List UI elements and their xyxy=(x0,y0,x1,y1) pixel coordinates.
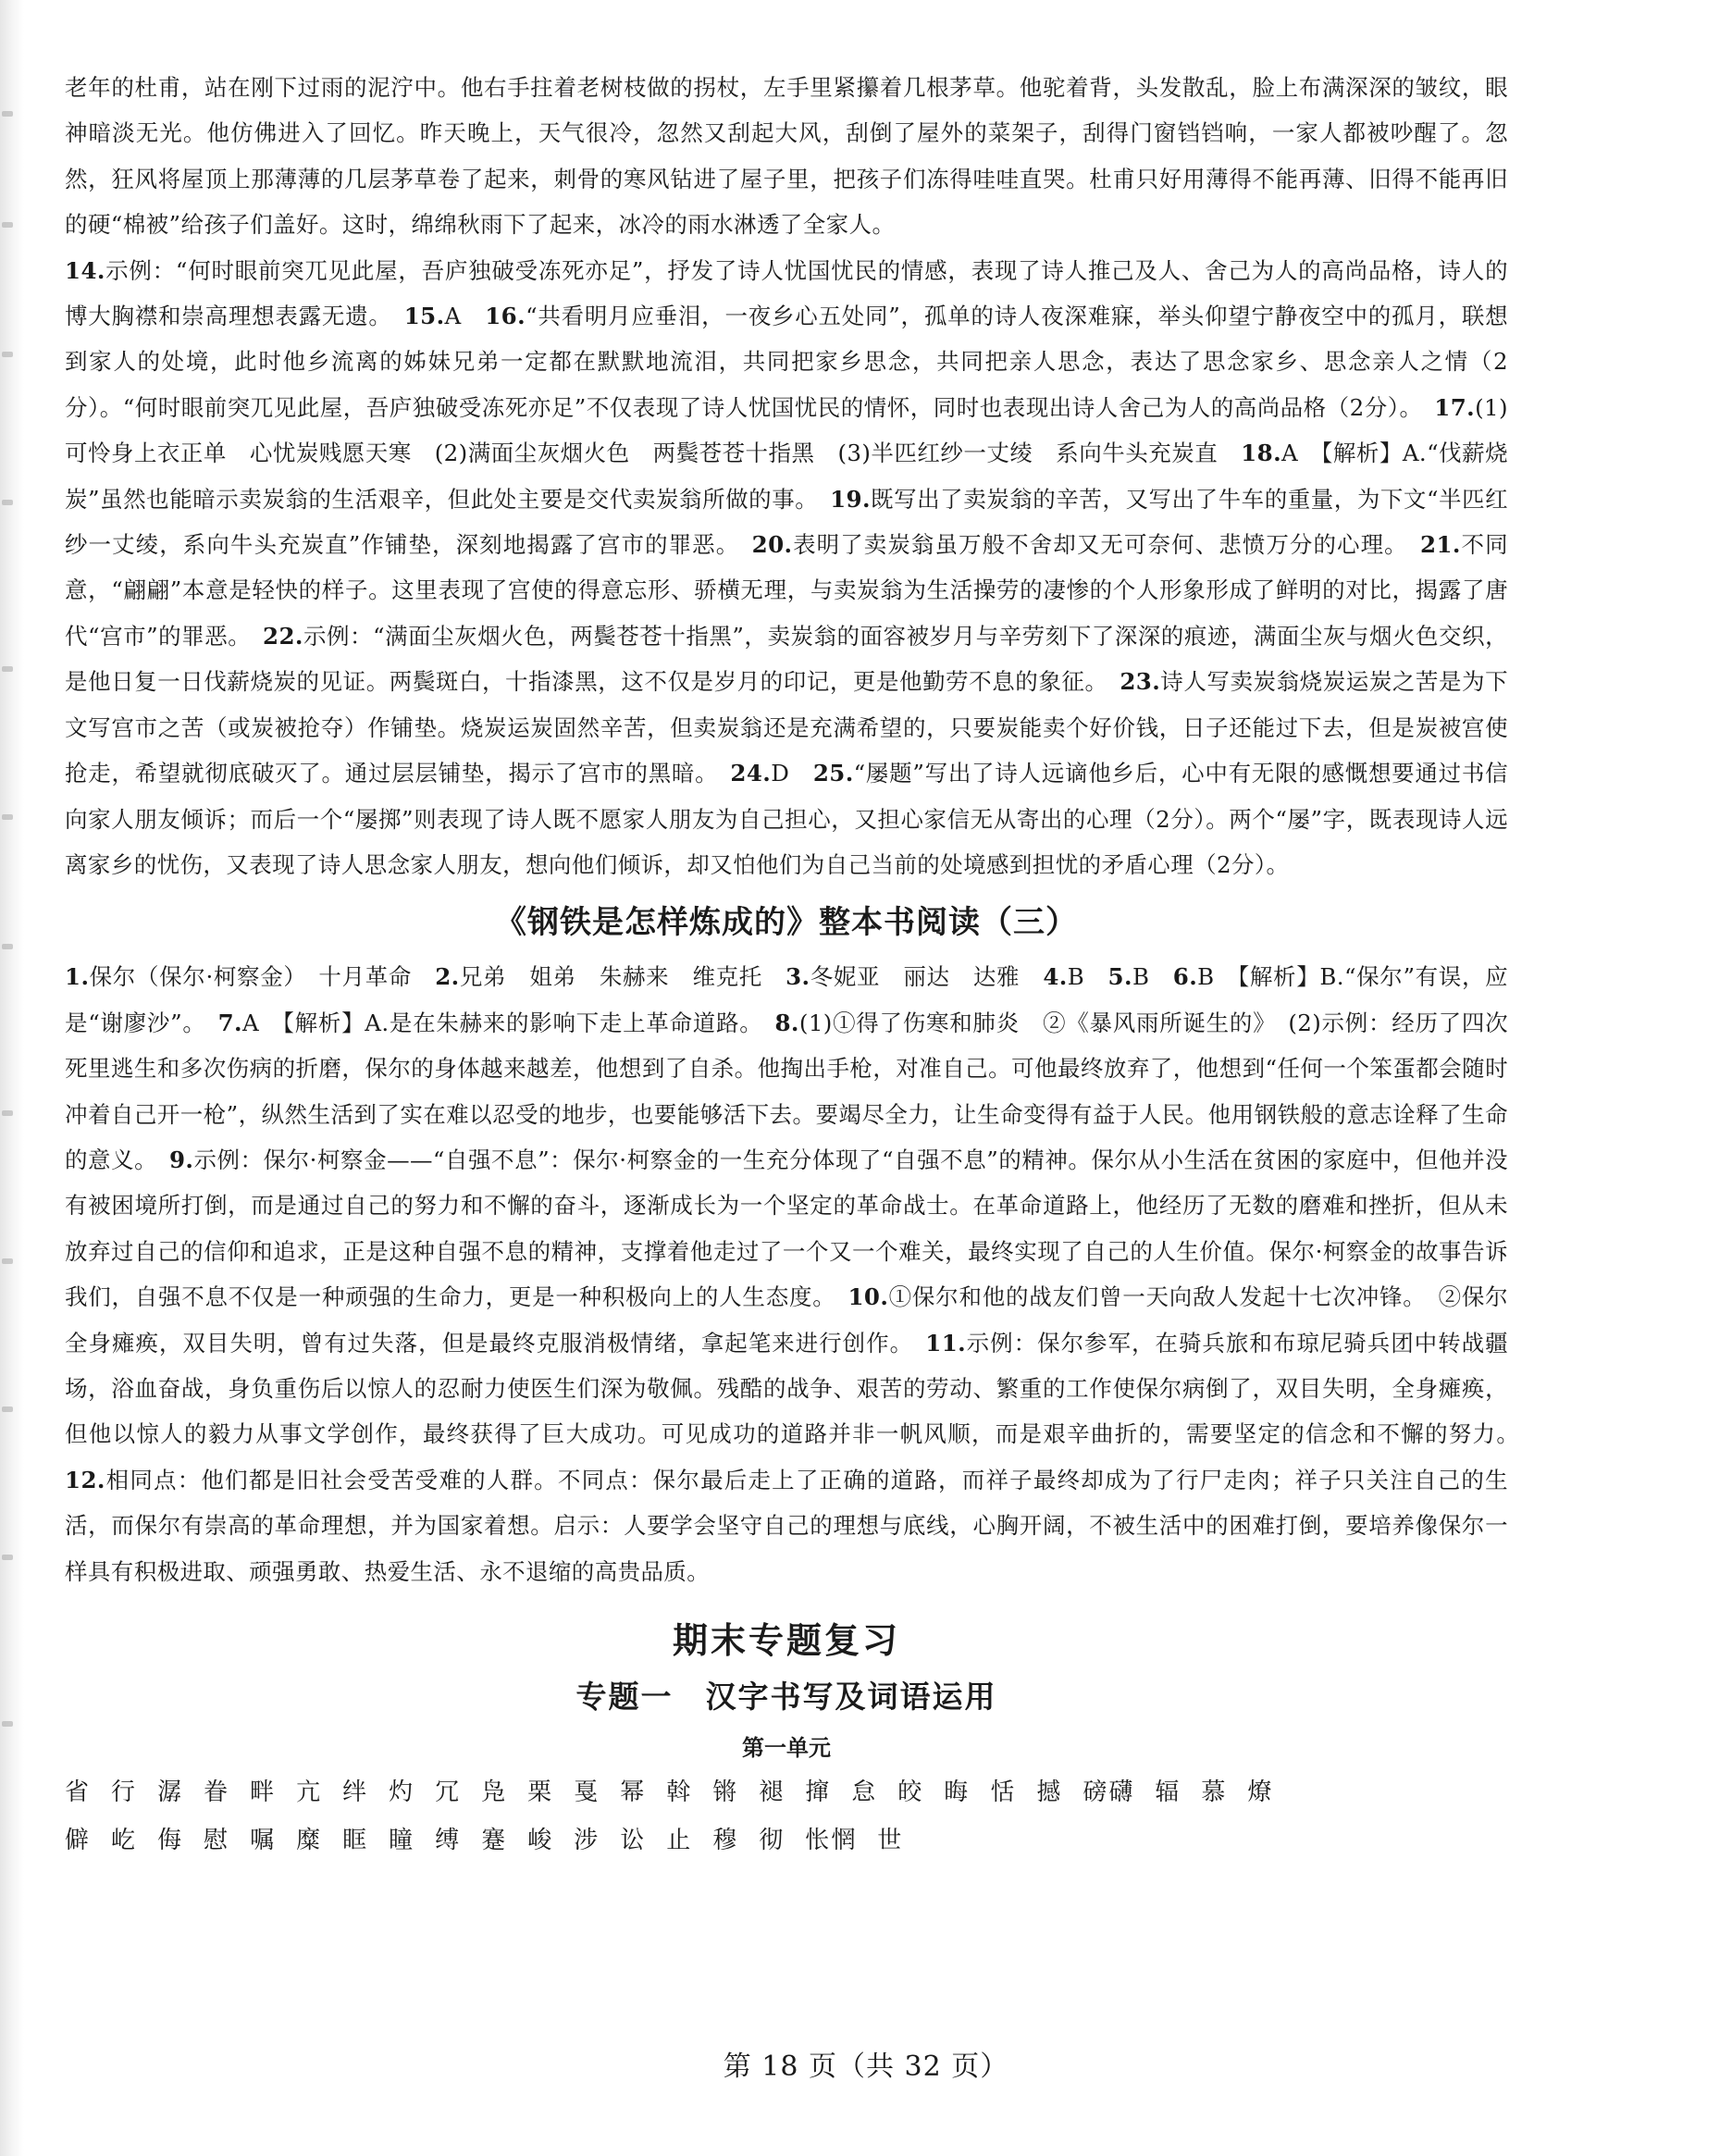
char-item: 涉 xyxy=(574,1827,600,1854)
char-item: 彻 xyxy=(759,1827,786,1854)
char-item: 幂 xyxy=(620,1778,647,1806)
binding-edge xyxy=(0,0,24,2156)
answer-text: B xyxy=(1132,963,1173,991)
char-item: 慕 xyxy=(1201,1778,1228,1806)
char-item: 讼 xyxy=(620,1827,647,1854)
binding-marks xyxy=(2,111,15,1869)
question-number: 2. xyxy=(435,963,460,991)
unit-title: 第一单元 xyxy=(742,1734,831,1761)
question-number: 16. xyxy=(485,303,526,330)
question-number: 18. xyxy=(1241,440,1281,467)
char-item: 僻 xyxy=(65,1827,92,1854)
char-item: 缚 xyxy=(435,1827,462,1854)
answer-text: 示例：保尔参军，在骑兵旅和布琼尼骑兵团中转战疆场，浴血奋战，身负重伤后以惊人的忍耐力使医生们深为敬佩。残酷的战争、艰苦的劳动、繁重的工作使保尔病倒了，双目失明，全身瘫痪，但他以惊人的毅力从事文学创作，最终获得了巨大成功。可见成功的道路并非一帆风顺，而是艰辛曲折的，需要坚定的信念和不懈的努力。 xyxy=(65,1329,1531,1448)
char-item: 畔 xyxy=(250,1778,277,1806)
question-number: 4. xyxy=(1043,963,1068,991)
char-item: 世 xyxy=(877,1827,904,1854)
review-title: 期末专题复习 xyxy=(672,1620,900,1661)
char-item: 恬 xyxy=(990,1778,1017,1806)
question-number: 7. xyxy=(217,1009,242,1036)
answer-content xyxy=(65,65,1531,1865)
answer-text: 表明了卖炭翁虽万般不舍却又无可奈何、悲愤万分的心理。 xyxy=(792,531,1421,559)
answer-text: 不同意，“翩翩”本意是轻快的样子。这里表现了宫使的得意忘形、骄横无理，与卖炭翁为生活操劳的凄惨的个人形象形成了鲜明的对比，揭露了唐代“宫市”的罪恶。 xyxy=(65,531,1508,650)
answer-text: “共看明月应垂泪，一夜乡心五处同”，孤单的诗人夜深难寐，举头仰望宁静夜空中的孤月，联想到家人的处境，此时他乡流离的姊妹兄弟一定都在默默地流泪，共同把家乡思念，共同把亲人思念，表达了思念家乡、思念亲人之情（2分）。“何时眼前突兀见此屋，吾庐独破受冻死亦足”不仅表现了诗人忧国忧民的情怀，同时也表现出诗人舍己为人的高尚品格（2分）。 xyxy=(65,303,1509,421)
char-item: 止 xyxy=(666,1827,693,1854)
char-list-row1 xyxy=(65,1768,1508,1816)
question-number: 19. xyxy=(830,485,871,513)
question-number: 15. xyxy=(403,303,445,330)
char-item: 眶 xyxy=(342,1827,369,1854)
char-item: 晦 xyxy=(944,1778,971,1806)
char-item: 亢 xyxy=(296,1778,323,1806)
answer-text: 诗人写卖炭翁烧炭运炭之苦是为下文写宫市之苦（或炭被抢夺）作铺垫。烧炭运炭固然辛苦，但卖炭翁还是充满希望的，只要炭能卖个好价钱，日子还能过下去，但是炭被宫使抢走，希望就彻底破灭了。通过层层铺垫，揭示了宫市的黑暗。 xyxy=(65,668,1508,787)
char-item: 峻 xyxy=(527,1827,554,1854)
question-number: 10. xyxy=(847,1283,889,1311)
answer-text: 示例：保尔·柯察金——“自强不息”：保尔·柯察金的一生充分体现了“自强不息”的精神。保尔从小生活在贫困的家庭中，但他并没有被困境所打倒，而是通过自己的努力和不懈的奋斗，逐渐成长为一个坚定的革命战士。在革命道路上，他经历了无数的磨难和挫折，但从未放弃过自己的信仰和追求，正是这种自强不息的精神，支撑着他走过了一个又一个难关，最终实现了自己的人生价值。保尔·柯察金的故事告诉我们，自强不息不仅是一种顽强的生命力，更是一种积极向上的人生态度。 xyxy=(65,1146,1509,1311)
question-number: 22. xyxy=(263,622,303,650)
answer-text: 既写出了卖炭翁的辛苦，又写出了牛车的重量，为下文“半匹红纱一丈绫，系向牛头充炭直”作铺垫，深刻地揭露了宫市的罪恶。 xyxy=(65,485,1508,559)
answer-text: 示例：“何时眼前突兀见此屋，吾庐独破受冻死亦足”，抒发了诗人忧国忧民的情感，表现了诗人推己及人、舍己为人的高尚品格，诗人的博大胸襟和崇高理想表露无遗。 xyxy=(65,256,1508,330)
char-item: 灼 xyxy=(389,1778,415,1806)
intro-paragraph: 老年的杜甫，站在刚下过雨的泥泞中。他右手拄着老树枝做的拐杖，左手里紧攥着几根茅草。他驼着背，头发散乱，脸上布满深深的皱纹，眼神暗淡无光。他仿佛进入了回忆。昨天晚上，天气很冷，忽然又刮起大风，刮倒了屋外的菜架子，刮得门窗铛铛响，一家人都被吵醒了。忽然，狂风将屋顶上那薄薄的几层茅草卷了起来，刺骨的寒风钻进了屋子里，把孩子们冻得哇哇直哭。杜甫只好用薄得不能再薄、旧得不能再旧的硬“棉被”给孩子们盖好。这时，绵绵秋雨下了起来，冰冷的雨水淋透了全家人。 xyxy=(65,74,1508,239)
question-number: 14. xyxy=(65,256,105,284)
answer-text: (1)可怜身上衣正单 心忧炭贱愿天寒 (2)满面尘灰烟火色 两鬓苍苍十指黑 (3)半匹红纱一丈绫 系向牛头充炭直 xyxy=(65,393,1508,467)
question-number: 25. xyxy=(812,760,854,787)
char-item: 撼 xyxy=(1036,1778,1063,1806)
char-item: 怅惘 xyxy=(805,1827,858,1854)
question-number: 23. xyxy=(1120,668,1161,696)
question-number: 9. xyxy=(168,1146,194,1173)
char-item: 慰 xyxy=(204,1827,230,1854)
question-number: 11. xyxy=(925,1329,967,1357)
char-list-row2 xyxy=(65,1816,1508,1865)
answer-text: “屡题”写出了诗人远谪他乡后，心中有无限的感慨想要通过书信向家人朋友倾诉；而后一个“屡掷”则表现了诗人既不愿家人朋友为自己担心，又担心家信无从寄出的心理（2分）。两个“屡”字，既表现诗人远离家乡的忧伤，又表现了诗人思念家人朋友，想向他们倾诉，却又怕他们为自己当前的处境感到担忧的矛盾心理（2分）。 xyxy=(65,760,1508,878)
char-item: 侮 xyxy=(157,1827,184,1854)
char-item: 行 xyxy=(111,1778,138,1806)
char-item: 斡 xyxy=(666,1778,693,1806)
answer-text: A xyxy=(444,303,486,330)
answer-text: 保尔（保尔·柯察金） 十月革命 xyxy=(89,963,436,991)
char-item: 冗 xyxy=(435,1778,462,1806)
answer-text: 冬妮亚 丽达 达雅 xyxy=(810,963,1044,991)
char-item: 锵 xyxy=(712,1778,739,1806)
question-number: 20. xyxy=(751,531,793,559)
question-number: 3. xyxy=(786,963,810,991)
question-number: 1. xyxy=(65,963,90,991)
answer-text: A 【解析】A.“伐薪烧炭”虽然也能暗示卖炭翁的生活艰辛，但此处主要是交代卖炭翁所做的事。 xyxy=(65,440,1508,513)
char-item: 嘱 xyxy=(250,1827,277,1854)
answer-text: 相同点：他们都是旧社会受苦受难的人群。不同点：保尔最后走上了正确的道路，而祥子最终却成为了行尸走肉；祥子只关注自己的生活，而保尔有崇高的革命理想，并为国家着想。启示：人要学会坚守自己的理想与底线，心胸开阔，不被生活中的困难打倒，要培养像保尔一样具有积极进取、顽强勇敢、热爱生活、永不退缩的高贵品质。 xyxy=(65,1466,1508,1585)
char-item: 眷 xyxy=(204,1778,230,1806)
question-number: 6. xyxy=(1172,963,1198,991)
char-item: 屹 xyxy=(111,1827,138,1854)
answers-part1 xyxy=(65,248,1508,888)
answer-text: B xyxy=(1067,963,1108,991)
char-item: 皎 xyxy=(897,1778,924,1806)
question-number: 24. xyxy=(730,760,772,787)
answers-part2 xyxy=(65,954,1531,1594)
section-title: 《钢铁是怎样炼成的》整本书阅读（三） xyxy=(495,904,1078,942)
answer-text: 示例：“满面尘灰烟火色，两鬓苍苍十指黑”，卖炭翁的面容被岁月与辛劳刻下了深深的痕迹，满面尘灰与烟火色交织，是他日复一日伐薪烧炭的见证。两鬓斑白，十指漆黑，这不仅是岁月的印记，更是他勤劳不息的象征。 xyxy=(65,622,1508,696)
question-number: 17. xyxy=(1434,393,1476,421)
question-number: 5. xyxy=(1107,963,1132,991)
char-item: 凫 xyxy=(481,1778,508,1806)
question-number: 12. xyxy=(65,1466,105,1493)
char-item: 磅礴 xyxy=(1082,1778,1135,1806)
topic-title: 专题一 汉字书写及词语运用 xyxy=(575,1679,997,1715)
question-number: 21. xyxy=(1420,531,1461,559)
char-item: 栗 xyxy=(527,1778,554,1806)
char-item: 穆 xyxy=(712,1827,739,1854)
char-item: 褪 xyxy=(759,1778,786,1806)
char-item: 撺 xyxy=(805,1778,832,1806)
char-item: 怠 xyxy=(851,1778,878,1806)
answer-text: ①保尔和他的战友们曾一天向敌人发起十七次冲锋。 ②保尔全身瘫痪，双目失明，曾有过失落，但是最终克服消极情绪，拿起笔来进行创作。 xyxy=(65,1283,1508,1357)
char-item: 戛 xyxy=(574,1778,600,1806)
char-item: 潺 xyxy=(157,1778,184,1806)
answer-text: 兄弟 姐弟 朱赫来 维克托 xyxy=(459,963,786,991)
answer-text: D xyxy=(771,760,813,787)
char-item: 辐 xyxy=(1155,1778,1181,1806)
page-footer: 第 18 页（共 32 页） xyxy=(723,2051,1009,2083)
answer-text: B 【解析】B.“保尔”有误，应是“谢廖沙”。 xyxy=(65,963,1509,1036)
char-item: 瞳 xyxy=(389,1827,415,1854)
answer-text: (1)①得了伤寒和肺炎 ②《暴风雨所诞生的》 (2)示例：经历了四次死里逃生和多次伤病的折磨，保尔的身体越来越差，他想到了自杀。他掏出手枪，对准自己。可他最终放弃了，他想到“任何一个笨蛋都会随时冲着自己开一枪”，纵然生活到了实在难以忍受的地步，也要能够活下去。要竭尽全力，让生命变得有益于人民。他用钢铁般的意志诠释了生命的意义。 xyxy=(65,1009,1509,1173)
char-item: 绊 xyxy=(342,1778,369,1806)
question-number: 8. xyxy=(774,1009,799,1036)
char-item: 燎 xyxy=(1247,1778,1274,1806)
char-item: 蹇 xyxy=(481,1827,508,1854)
char-item: 省 xyxy=(65,1778,92,1806)
char-item: 糜 xyxy=(296,1827,323,1854)
answer-text: A 【解析】A.是在朱赫来的影响下走上革命道路。 xyxy=(242,1009,775,1036)
